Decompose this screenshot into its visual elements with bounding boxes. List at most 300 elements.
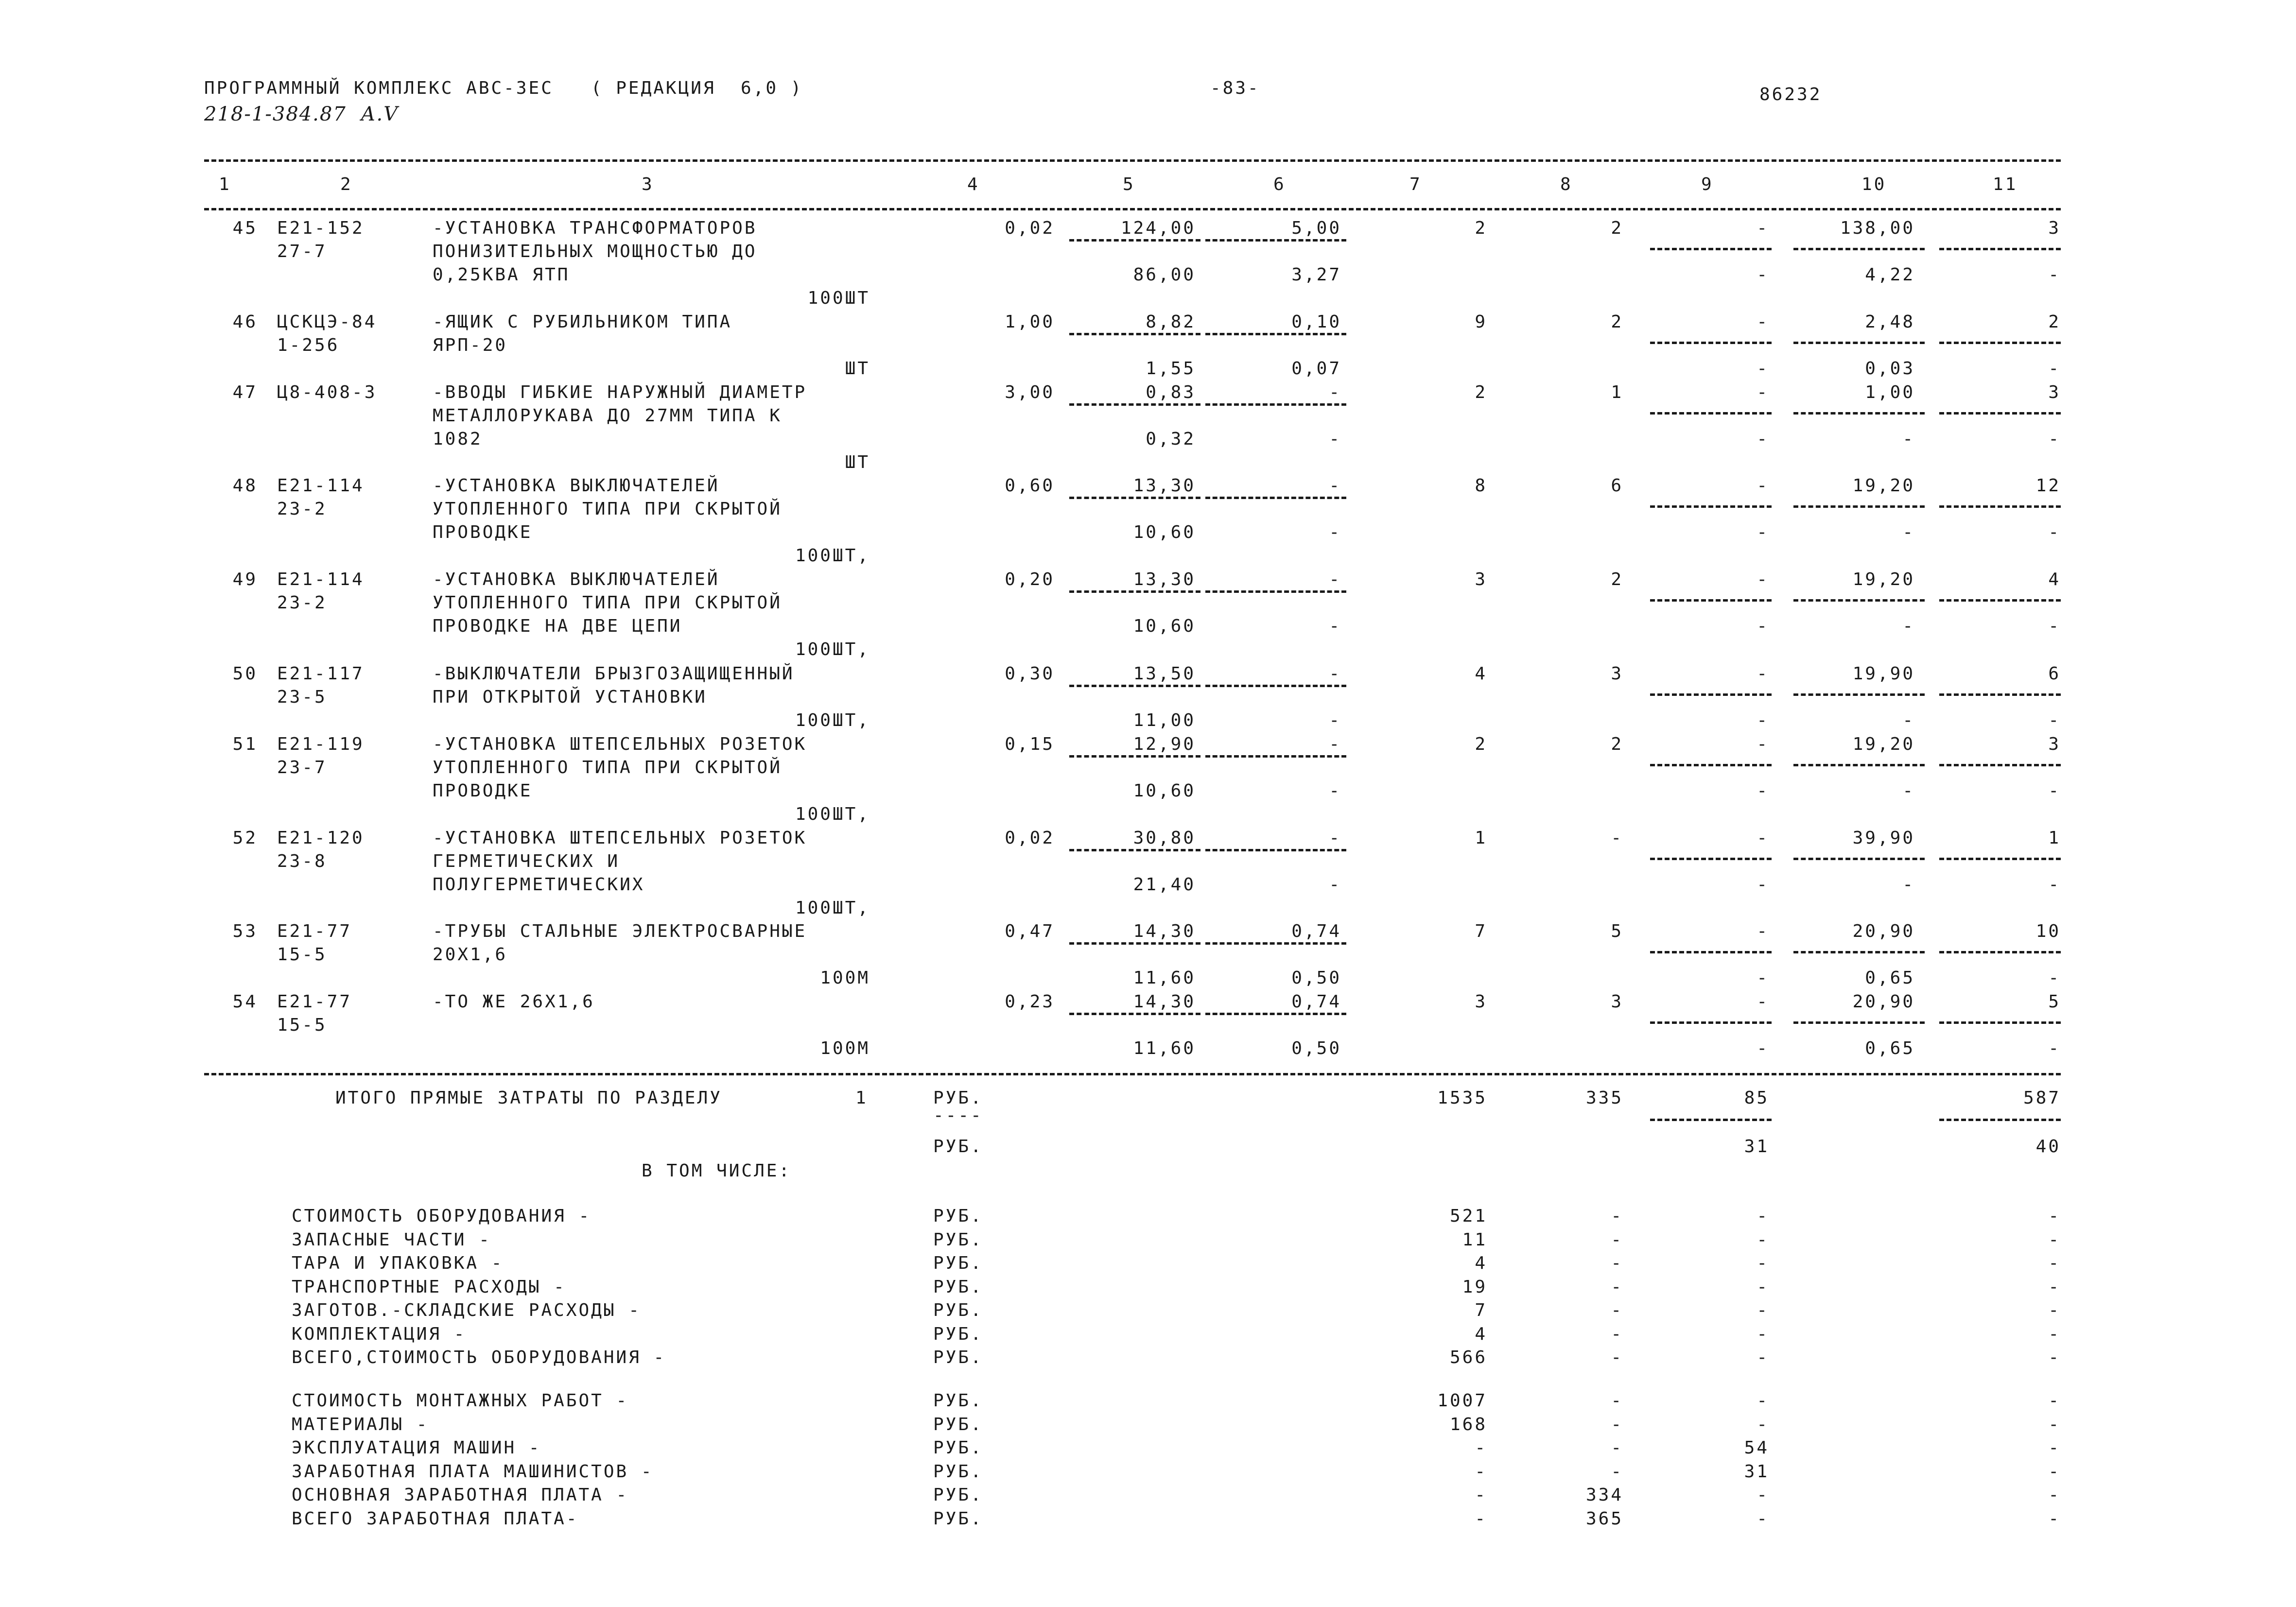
breakdown-col8: - <box>1611 1253 1623 1273</box>
column-header-rule <box>204 208 2061 210</box>
breakdown-col8: - <box>1611 1229 1623 1250</box>
work-description: ЯРП-20 <box>433 335 508 355</box>
breakdown-col7: 521 <box>1449 1206 1487 1226</box>
column-header-7: 7 <box>1409 174 1422 194</box>
cell-rule <box>1069 942 1200 945</box>
total-labor: 1 <box>2048 828 2061 848</box>
breakdown-col8: - <box>1611 1391 1623 1411</box>
quantity: 0,02 <box>1005 828 1055 848</box>
total-labor-machinists: - <box>2048 710 2061 730</box>
cell-rule <box>1205 1013 1346 1015</box>
work-description: -УСТАНОВКА ВЫКЛЮЧАТЕЛЕЙ <box>433 570 720 589</box>
breakdown-unit: РУБ. <box>933 1277 983 1297</box>
norm-code: 23-8 <box>277 851 327 871</box>
breakdown-col8: - <box>1611 1461 1623 1482</box>
breakdown-col9: - <box>1757 1206 1769 1226</box>
total-unit: РУБ. <box>933 1088 983 1108</box>
breakdown-col7: - <box>1475 1485 1487 1505</box>
breakdown-col9: - <box>1757 1324 1769 1344</box>
unit-cost-wages: 11,60 <box>1133 968 1196 988</box>
unit-cost-wages: 11,60 <box>1133 1038 1196 1058</box>
cell-rule <box>1793 248 1925 250</box>
unit-cost-machines: - <box>1329 382 1341 402</box>
row-number: 49 <box>232 570 258 589</box>
quantity: 0,23 <box>1005 992 1055 1012</box>
total-labor: 12 <box>2035 476 2061 496</box>
total-wages: 3 <box>1611 992 1623 1012</box>
total-machine-wages: - <box>1757 710 1769 730</box>
cell-rule <box>1205 590 1346 593</box>
unit-cost-machines: 0,74 <box>1291 921 1341 941</box>
total-col11-second: 40 <box>2035 1137 2061 1157</box>
norm-code: Е21-77 <box>277 921 352 941</box>
total-wages: 6 <box>1611 476 1623 496</box>
labor-hours: 20,90 <box>1852 992 1915 1012</box>
unit-of-measure: 100М <box>820 968 870 988</box>
norm-code: Е21-152 <box>277 218 365 238</box>
work-description: -УСТАНОВКА ШТЕПСЕЛЬНЫХ РОЗЕТОК <box>433 828 807 848</box>
labor-hours: 19,20 <box>1852 734 1915 754</box>
unit-cost-machine-wages: - <box>1329 616 1341 636</box>
work-description: УТОПЛЕННОГО ТИПА ПРИ СКРЫТОЙ <box>433 758 782 778</box>
norm-code: Е21-117 <box>277 664 365 684</box>
breakdown-col11: - <box>2048 1348 2061 1367</box>
unit-cost-machine-wages: 0,50 <box>1291 968 1341 988</box>
cell-rule <box>1650 248 1772 250</box>
cell-rule <box>1939 505 2061 508</box>
total-machine-wages: - <box>1757 1038 1769 1058</box>
labor-hours-machinists: - <box>1902 875 1915 895</box>
column-header-4: 4 <box>967 174 980 194</box>
total-labor: 5 <box>2048 992 2061 1012</box>
norm-code: 23-2 <box>277 499 327 519</box>
row-number: 47 <box>232 382 258 402</box>
work-description: МЕТАЛЛОРУКАВА ДО 27ММ ТИПА К <box>433 406 782 426</box>
total-section-number: 1 <box>855 1088 868 1108</box>
including-label: В ТОМ ЧИСЛЕ: <box>642 1161 792 1181</box>
total-machine-wages: - <box>1757 875 1769 895</box>
unit-of-measure: 100ШТ <box>807 288 870 308</box>
norm-code: Е21-77 <box>277 992 352 1012</box>
unit-cost-wages: 0,32 <box>1146 429 1196 449</box>
table-top-rule <box>204 159 2061 162</box>
cell-rule <box>1069 333 1200 335</box>
breakdown-unit: РУБ. <box>933 1485 983 1505</box>
total-labor-machinists: - <box>2048 1038 2061 1058</box>
breakdown-col8: 334 <box>1585 1485 1623 1505</box>
breakdown-col11: - <box>2048 1229 2061 1250</box>
unit-cost-machine-wages: - <box>1329 522 1341 542</box>
quantity: 0,30 <box>1005 664 1055 684</box>
unit-cost-total: 14,30 <box>1133 992 1196 1012</box>
labor-hours: 19,20 <box>1852 570 1915 589</box>
row-number: 45 <box>232 218 258 238</box>
unit-cost-machines: - <box>1329 570 1341 589</box>
unit-cost-total: 30,80 <box>1133 828 1196 848</box>
norm-code: 23-5 <box>277 687 327 707</box>
quantity: 0,47 <box>1005 921 1055 941</box>
unit-of-measure: 100ШТ, <box>795 639 870 659</box>
unit-cost-machine-wages: - <box>1329 781 1341 801</box>
total-machine-wages: - <box>1757 429 1769 449</box>
total-machines: - <box>1757 570 1769 589</box>
labor-hours-machinists: - <box>1902 710 1915 730</box>
breakdown-col7: - <box>1475 1438 1487 1458</box>
breakdown-col8: - <box>1611 1324 1623 1344</box>
work-description: УТОПЛЕННОГО ТИПА ПРИ СКРЫТОЙ <box>433 593 782 613</box>
labor-hours-machinists: - <box>1902 781 1915 801</box>
total-labor: 6 <box>2048 664 2061 684</box>
total-labor-machinists: - <box>2048 968 2061 988</box>
total-cost: 2 <box>1475 218 1487 238</box>
unit-cost-total: 13,50 <box>1133 664 1196 684</box>
total-machines: - <box>1757 382 1769 402</box>
cell-rule <box>1650 412 1772 415</box>
norm-code: 1-256 <box>277 335 340 355</box>
breakdown-col8: - <box>1611 1348 1623 1367</box>
breakdown-col7: 566 <box>1449 1348 1487 1367</box>
cell-rule <box>1793 764 1925 766</box>
cell-rule <box>1939 764 2061 766</box>
row-number: 50 <box>232 664 258 684</box>
breakdown-col11: - <box>2048 1206 2061 1226</box>
unit-cost-machine-wages: 0,50 <box>1291 1038 1341 1058</box>
total-wages: 2 <box>1611 218 1623 238</box>
unit-of-measure: 100ШТ, <box>795 804 870 824</box>
breakdown-col11: - <box>2048 1253 2061 1273</box>
unit-cost-machines: - <box>1329 476 1341 496</box>
work-description: -ТРУБЫ СТАЛЬНЫЕ ЭЛЕКТРОСВАРНЫЕ <box>433 921 807 941</box>
cell-rule <box>1205 849 1346 851</box>
work-description: ГЕРМЕТИЧЕСКИХ И <box>433 851 620 871</box>
unit-cost-wages: 10,60 <box>1133 522 1196 542</box>
total-labor-machinists: - <box>2048 875 2061 895</box>
total-labor-machinists: - <box>2048 616 2061 636</box>
cell-rule <box>1205 685 1346 687</box>
column-header-8: 8 <box>1560 174 1573 194</box>
cell-rule <box>1939 1021 2061 1024</box>
work-description: 20Х1,6 <box>433 945 508 965</box>
total-wages: - <box>1611 828 1623 848</box>
total-col11: 587 <box>2023 1088 2061 1108</box>
norm-code: 27-7 <box>277 242 327 261</box>
cell-rule <box>1650 764 1772 766</box>
cell-rule <box>1069 590 1200 593</box>
total-wages: 2 <box>1611 734 1623 754</box>
quantity: 0,02 <box>1005 218 1055 238</box>
norm-code: 23-2 <box>277 593 327 613</box>
column-header-11: 11 <box>1993 174 2018 194</box>
unit-cost-machines: - <box>1329 734 1341 754</box>
norm-code: 15-5 <box>277 1015 327 1035</box>
total-machine-wages: - <box>1757 522 1769 542</box>
unit-cost-wages: 21,40 <box>1133 875 1196 895</box>
breakdown-unit: РУБ. <box>933 1229 983 1250</box>
labor-hours: 138,00 <box>1840 218 1915 238</box>
breakdown-unit: РУБ. <box>933 1414 983 1434</box>
total-machines: - <box>1757 734 1769 754</box>
total-labor: 2 <box>2048 312 2061 332</box>
work-description: -ВЫКЛЮЧАТЕЛИ БРЫЗГОЗАЩИЩЕННЫЙ <box>433 664 795 684</box>
column-header-2: 2 <box>340 174 353 194</box>
column-header-3: 3 <box>642 174 654 194</box>
total-machine-wages: - <box>1757 359 1769 379</box>
unit-cost-wages: 1,55 <box>1146 359 1196 379</box>
breakdown-col11: - <box>2048 1300 2061 1320</box>
total-cost: 2 <box>1475 734 1487 754</box>
breakdown-col8: - <box>1611 1438 1623 1458</box>
cell-rule <box>1793 1021 1925 1024</box>
breakdown-col9: - <box>1757 1414 1769 1434</box>
breakdown-unit: РУБ. <box>933 1391 983 1411</box>
total-cost: 1 <box>1475 828 1487 848</box>
total-labor: 4 <box>2048 570 2061 589</box>
breakdown-col9: - <box>1757 1348 1769 1367</box>
cell-rule <box>1939 693 2061 696</box>
breakdown-col8: - <box>1611 1277 1623 1297</box>
cell-rule <box>1793 951 1925 953</box>
breakdown-col8: - <box>1611 1206 1623 1226</box>
labor-hours-machinists: 0,65 <box>1865 1038 1915 1058</box>
unit-cost-total: 14,30 <box>1133 921 1196 941</box>
quantity: 0,20 <box>1005 570 1055 589</box>
labor-hours: 1,00 <box>1865 382 1915 402</box>
total-col7: 1535 <box>1437 1088 1487 1108</box>
unit-cost-machine-wages: 0,07 <box>1291 359 1341 379</box>
total-machines: - <box>1757 921 1769 941</box>
total-wages: 2 <box>1611 312 1623 332</box>
total-machines: - <box>1757 992 1769 1012</box>
work-description: 1082 <box>433 429 483 449</box>
unit-cost-machine-wages: - <box>1329 429 1341 449</box>
work-description: УТОПЛЕННОГО ТИПА ПРИ СКРЫТОЙ <box>433 499 782 519</box>
column-header-1: 1 <box>219 174 231 194</box>
work-description: ПРИ ОТКРЫТОЙ УСТАНОВКИ <box>433 687 707 707</box>
total-labor-machinists: - <box>2048 522 2061 542</box>
work-description: -УСТАНОВКА ТРАНСФОРМАТОРОВ <box>433 218 757 238</box>
column-header-9: 9 <box>1701 174 1714 194</box>
breakdown-unit: РУБ. <box>933 1348 983 1367</box>
total-col9-second: 31 <box>1744 1137 1769 1157</box>
breakdown-col7: 1007 <box>1437 1391 1487 1411</box>
breakdown-col7: - <box>1475 1508 1487 1529</box>
cell-rule <box>1939 412 2061 415</box>
breakdown-label: МАТЕРИАЛЫ - <box>292 1414 429 1434</box>
breakdown-col9: - <box>1757 1277 1769 1297</box>
work-description: ПОЛУГЕРМЕТИЧЕСКИХ <box>433 875 645 895</box>
cell-rule <box>1793 412 1925 415</box>
cell-rule <box>1205 239 1346 242</box>
cell-rule <box>1793 858 1925 860</box>
breakdown-col7: 4 <box>1475 1324 1487 1344</box>
labor-hours-machinists: - <box>1902 429 1915 449</box>
total-cost: 9 <box>1475 312 1487 332</box>
labor-hours: 20,90 <box>1852 921 1915 941</box>
breakdown-label: ОСНОВНАЯ ЗАРАБОТНАЯ ПЛАТА - <box>292 1485 629 1505</box>
total-col9-rule <box>1650 1119 1772 1121</box>
unit-of-measure: ШТ <box>845 452 870 472</box>
work-description: -ЯЩИК С РУБИЛЬНИКОМ ТИПА <box>433 312 732 332</box>
total-machine-wages: - <box>1757 265 1769 285</box>
unit-cost-machines: 5,00 <box>1291 218 1341 238</box>
cell-rule <box>1069 403 1200 406</box>
work-description: -ВВОДЫ ГИБКИЕ НАРУЖНЫЙ ДИАМЕТР <box>433 382 807 402</box>
work-description: -ТО ЖЕ 26Х1,6 <box>433 992 595 1012</box>
breakdown-col9: - <box>1757 1391 1769 1411</box>
total-labor: 3 <box>2048 734 2061 754</box>
unit-of-measure: 100ШТ, <box>795 710 870 730</box>
breakdown-col7: 11 <box>1462 1229 1487 1250</box>
labor-hours-machinists: 0,65 <box>1865 968 1915 988</box>
cell-rule <box>1205 755 1346 758</box>
total-col11-rule <box>1939 1119 2061 1121</box>
unit-cost-total: 13,30 <box>1133 476 1196 496</box>
total-labor-machinists: - <box>2048 429 2061 449</box>
total-machine-wages: - <box>1757 781 1769 801</box>
breakdown-col8: - <box>1611 1300 1623 1320</box>
norm-code: 15-5 <box>277 945 327 965</box>
cell-rule <box>1650 505 1772 508</box>
work-description: ПРОВОДКЕ <box>433 522 533 542</box>
column-header-5: 5 <box>1123 174 1135 194</box>
unit-cost-wages: 10,60 <box>1133 781 1196 801</box>
cell-rule <box>1069 239 1200 242</box>
row-number: 46 <box>232 312 258 332</box>
breakdown-unit: РУБ. <box>933 1438 983 1458</box>
unit-of-measure: 100ШТ, <box>795 898 870 918</box>
row-number: 52 <box>232 828 258 848</box>
total-machines: - <box>1757 828 1769 848</box>
cell-rule <box>1069 849 1200 851</box>
work-description: -УСТАНОВКА ВЫКЛЮЧАТЕЛЕЙ <box>433 476 720 496</box>
quantity: 3,00 <box>1005 382 1055 402</box>
work-description: 0,25КВА ЯТП <box>433 265 570 285</box>
unit-of-measure: 100М <box>820 1038 870 1058</box>
cell-rule <box>1793 693 1925 696</box>
labor-hours-machinists: 4,22 <box>1865 265 1915 285</box>
quantity: 1,00 <box>1005 312 1055 332</box>
breakdown-label: ВСЕГО ЗАРАБОТНАЯ ПЛАТА- <box>292 1508 579 1529</box>
column-header-6: 6 <box>1273 174 1286 194</box>
cell-rule <box>1939 858 2061 860</box>
breakdown-label: СТОИМОСТЬ МОНТАЖНЫХ РАБОТ - <box>292 1391 629 1411</box>
labor-hours: 39,90 <box>1852 828 1915 848</box>
unit-cost-machines: - <box>1329 664 1341 684</box>
total-labor: 3 <box>2048 218 2061 238</box>
unit-cost-wages: 10,60 <box>1133 616 1196 636</box>
cell-rule <box>1205 403 1346 406</box>
breakdown-col7: 7 <box>1475 1300 1487 1320</box>
cell-rule <box>1650 951 1772 953</box>
cell-rule <box>1650 693 1772 696</box>
unit-cost-wages: 11,00 <box>1133 710 1196 730</box>
breakdown-label: ЭКСПЛУАТАЦИЯ МАШИН - <box>292 1438 541 1458</box>
norm-code: Е21-114 <box>277 476 365 496</box>
breakdown-col9: - <box>1757 1253 1769 1273</box>
unit-of-measure: 100ШТ, <box>795 546 870 566</box>
total-label: ИТОГО ПРЯМЫЕ ЗАТРАТЫ ПО РАЗДЕЛУ <box>335 1088 722 1108</box>
breakdown-col11: - <box>2048 1277 2061 1297</box>
total-machine-wages: - <box>1757 968 1769 988</box>
breakdown-col11: - <box>2048 1461 2061 1482</box>
cell-rule <box>1069 497 1200 499</box>
total-unit-second: РУБ. <box>933 1137 983 1157</box>
row-number: 48 <box>232 476 258 496</box>
total-cost: 3 <box>1475 992 1487 1012</box>
labor-hours-machinists: - <box>1902 616 1915 636</box>
cell-rule <box>1205 333 1346 335</box>
total-cost: 4 <box>1475 664 1487 684</box>
labor-hours: 19,90 <box>1852 664 1915 684</box>
unit-cost-total: 8,82 <box>1146 312 1196 332</box>
cell-rule <box>1939 342 2061 344</box>
breakdown-unit: РУБ. <box>933 1253 983 1273</box>
breakdown-label: ВСЕГО,СТОИМОСТЬ ОБОРУДОВАНИЯ - <box>292 1348 666 1367</box>
breakdown-col9: - <box>1757 1508 1769 1529</box>
cell-rule <box>1069 1013 1200 1015</box>
labor-hours: 2,48 <box>1865 312 1915 332</box>
norm-code: Е21-114 <box>277 570 365 589</box>
norm-code: Е21-120 <box>277 828 365 848</box>
unit-cost-total: 13,30 <box>1133 570 1196 589</box>
norm-code: ЦСКЦЭ-84 <box>277 312 377 332</box>
cell-rule <box>1650 858 1772 860</box>
breakdown-col11: - <box>2048 1438 2061 1458</box>
total-wages: 5 <box>1611 921 1623 941</box>
breakdown-unit: РУБ. <box>933 1324 983 1344</box>
work-description: ПРОВОДКЕ НА ДВЕ ЦЕПИ <box>433 616 682 636</box>
labor-hours-machinists: 0,03 <box>1865 359 1915 379</box>
breakdown-col7: 168 <box>1449 1414 1487 1434</box>
cell-rule <box>1793 599 1925 602</box>
cell-rule <box>1069 685 1200 687</box>
unit-cost-machines: 0,74 <box>1291 992 1341 1012</box>
breakdown-col7: 4 <box>1475 1253 1487 1273</box>
row-number: 54 <box>232 992 258 1012</box>
row-number: 53 <box>232 921 258 941</box>
breakdown-label: ТАРА И УПАКОВКА - <box>292 1253 504 1273</box>
cell-rule <box>1939 951 2061 953</box>
column-header-10: 10 <box>1861 174 1887 194</box>
unit-cost-machine-wages: - <box>1329 710 1341 730</box>
cell-rule <box>1205 497 1346 499</box>
total-labor-machinists: - <box>2048 359 2061 379</box>
total-rule <box>204 1073 2061 1075</box>
work-description: ПОНИЗИТЕЛЬНЫХ МОЩНОСТЬЮ ДО <box>433 242 757 261</box>
total-cost: 3 <box>1475 570 1487 589</box>
norm-code: 23-7 <box>277 758 327 778</box>
total-wages: 2 <box>1611 570 1623 589</box>
cell-rule <box>1650 599 1772 602</box>
total-machine-wages: - <box>1757 616 1769 636</box>
total-machines: - <box>1757 664 1769 684</box>
breakdown-col9: - <box>1757 1300 1769 1320</box>
program-title: ПРОГРАММНЫЙ КОМПЛЕКС АВС-3ЕС ( РЕДАКЦИЯ 6,0 ) <box>204 78 803 98</box>
breakdown-col7: 19 <box>1462 1277 1487 1297</box>
breakdown-label: ЗАГОТОВ.-СКЛАДСКИЕ РАСХОДЫ - <box>292 1300 641 1320</box>
total-labor-machinists: - <box>2048 781 2061 801</box>
breakdown-col7: - <box>1475 1461 1487 1482</box>
cell-rule <box>1069 755 1200 758</box>
breakdown-col11: - <box>2048 1508 2061 1529</box>
unit-cost-total: 124,00 <box>1120 218 1196 238</box>
breakdown-col9: - <box>1757 1229 1769 1250</box>
total-col9: 85 <box>1744 1088 1769 1108</box>
document-number: 86232 <box>1759 85 1822 104</box>
breakdown-label: КОМПЛЕКТАЦИЯ - <box>292 1324 467 1344</box>
total-labor: 10 <box>2035 921 2061 941</box>
total-cost: 8 <box>1475 476 1487 496</box>
